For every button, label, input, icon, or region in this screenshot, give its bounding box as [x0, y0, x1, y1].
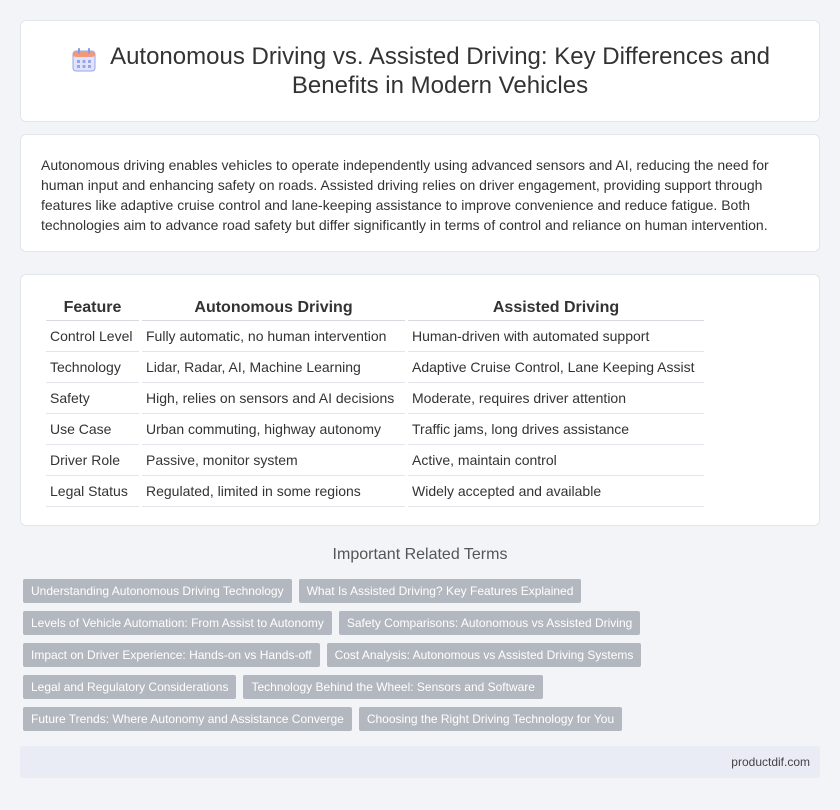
- related-term-link[interactable]: Choosing the Right Driving Technology for You: [359, 707, 622, 731]
- table-row: [46, 445, 704, 476]
- related-terms-list: [23, 579, 823, 731]
- table-cell: Fully automatic, no human intervention: [142, 321, 405, 352]
- table-row: [46, 476, 704, 507]
- table-cell: Control Level: [46, 321, 139, 352]
- table-cell: Safety: [46, 383, 139, 414]
- footer: [20, 746, 820, 778]
- related-term-link[interactable]: Impact on Driver Experience: Hands-on vs Hands-off: [23, 643, 320, 667]
- intro-card: [20, 134, 820, 252]
- header-assisted: Assisted Driving: [408, 295, 704, 321]
- table-row: [46, 383, 704, 414]
- table-cell: Active, maintain control: [408, 445, 704, 476]
- related-term-link[interactable]: Future Trends: Where Autonomy and Assistance Converge: [23, 707, 352, 731]
- table-cell: Moderate, requires driver attention: [408, 383, 704, 414]
- table-cell: Passive, monitor system: [142, 445, 405, 476]
- table-cell: High, relies on sensors and AI decisions: [142, 383, 405, 414]
- related-term-link[interactable]: What Is Assisted Driving? Key Features Explained: [299, 579, 582, 603]
- header-feature: Feature: [46, 295, 139, 321]
- related-term-link[interactable]: Cost Analysis: Autonomous vs Assisted Driving Systems: [327, 643, 642, 667]
- related-term-link[interactable]: Legal and Regulatory Considerations: [23, 675, 236, 699]
- calendar-icon: [71, 47, 97, 73]
- table-cell: Traffic jams, long drives assistance: [408, 414, 704, 445]
- table-cell: Legal Status: [46, 476, 139, 507]
- related-term-link[interactable]: Understanding Autonomous Driving Technology: [23, 579, 292, 603]
- table-cell: Widely accepted and available: [408, 476, 704, 507]
- table-cell: Human-driven with automated support: [408, 321, 704, 352]
- page-title: Autonomous Driving vs. Assisted Driving: Key Differences and Benefits in Modern Vehicles: [110, 43, 770, 99]
- table-cell: Technology: [46, 352, 139, 383]
- related-term-link[interactable]: Safety Comparisons: Autonomous vs Assisted Driving: [339, 611, 640, 635]
- header-autonomous: Autonomous Driving: [142, 295, 405, 321]
- related-term-link[interactable]: Technology Behind the Wheel: Sensors and Software: [243, 675, 543, 699]
- related-terms-title: Important Related Terms: [332, 546, 508, 563]
- table-cell: Driver Role: [46, 445, 139, 476]
- table-cell: Regulated, limited in some regions: [142, 476, 405, 507]
- table-row: [46, 321, 704, 352]
- footer-site-link[interactable]: productdif.com: [731, 755, 810, 769]
- table-header-row: [46, 295, 704, 321]
- related-term-link[interactable]: Levels of Vehicle Automation: From Assist to Autonomy: [23, 611, 332, 635]
- header-card: [20, 20, 820, 122]
- intro-paragraph: Autonomous driving enables vehicles to operate independently using advanced sensors and AI, reducing the need for human input and enhancing safety on roads. Assisted driving relies on driver engagement, providing support through features like adaptive cruise control and lane-keeping assistance to improve convenience and reduce fatigue. Both technologies aim to advance road safety but differ significantly in terms of control and reliance on human intervention.: [41, 157, 769, 233]
- comparison-table-card: [20, 274, 820, 526]
- table-row: [46, 414, 704, 445]
- table-cell: Adaptive Cruise Control, Lane Keeping Assist: [408, 352, 704, 383]
- table-cell: Lidar, Radar, AI, Machine Learning: [142, 352, 405, 383]
- comparison-table: [43, 295, 707, 507]
- table-cell: Use Case: [46, 414, 139, 445]
- table-row: [46, 352, 704, 383]
- table-cell: Urban commuting, highway autonomy: [142, 414, 405, 445]
